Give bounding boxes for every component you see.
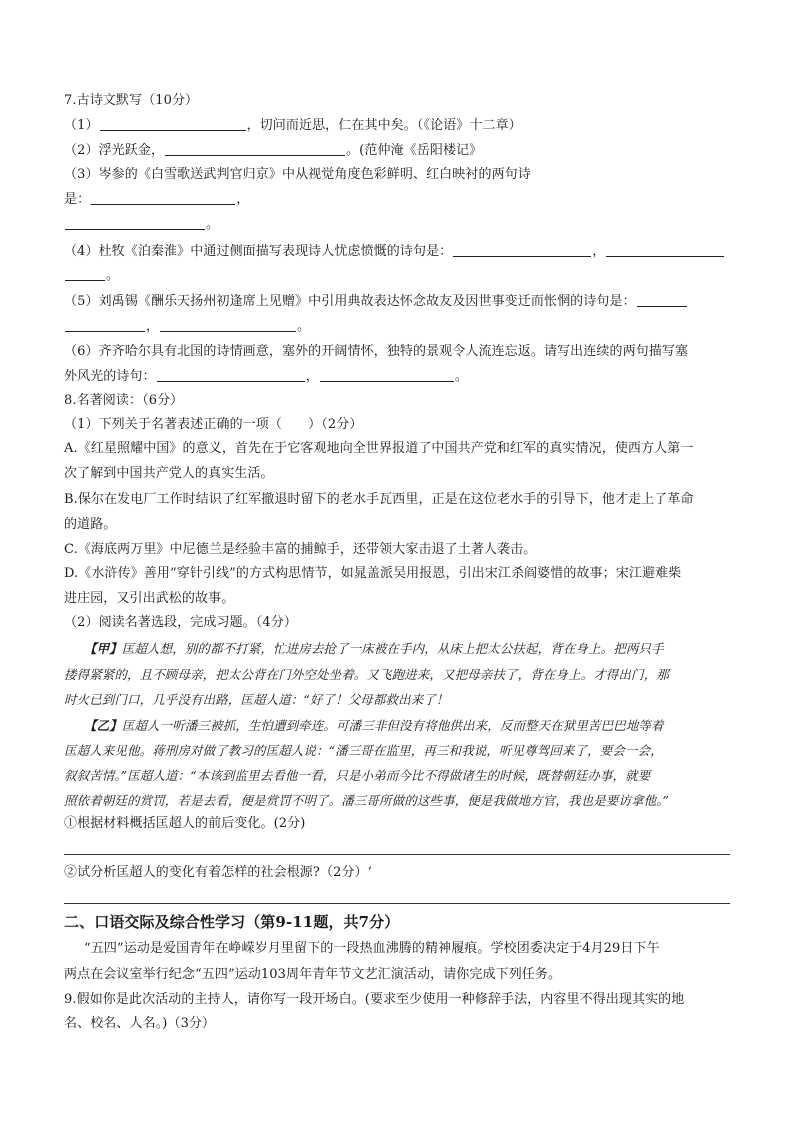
section-2-paragraph-line2: 两点在会议室举行纪念“五四”运动103周年青年节文艺汇演活动，请你完成下列任务。 (64, 967, 562, 982)
q8-question-1: ①根据材料概括匡超人的前后变化。(2分) (64, 816, 306, 831)
option-b-line1: B.保尔在发电厂工作时结识了红军撤退时留下的老水手瓦西里，正是在这位老水手的引导下，他才走上了革命 (64, 492, 694, 507)
answer-blank[interactable] (160, 318, 296, 332)
q7-item-3-line2: 是： ， (64, 192, 250, 207)
answer-blank[interactable] (606, 243, 724, 257)
answer-blank[interactable] (320, 368, 454, 382)
option-d-line2: 进庄园，又引出武松的故事。 (64, 591, 235, 606)
excerpt-yi-line2: 匡超人来见他。蒋刑房对做了教习的匡超人说：“潘三哥在监里，再三和我说，听见尊驾回来了，要会一会， (64, 743, 663, 758)
answer-blank[interactable] (157, 368, 305, 382)
excerpt-yi-line1: 【乙】匡超人一听潘三被抓，生怕遭到牵连。可潘三非但没有将他供出来，反而整天在狱里苦巴巴地等着 (84, 718, 664, 733)
answer-blank[interactable] (100, 117, 246, 131)
answer-line[interactable] (64, 854, 730, 855)
excerpt-yi-line4: 照依着朝廷的赏罚，若是去看，便是赏罚不明了。潘三哥所做的这些事，便是我做地方官，我也是要访拿他。” (64, 793, 670, 808)
q7-item-4-line1: （4）杜牧《泊秦淮》中通过侧面描写表现诗人忧虑愤慨的诗句是： ， (64, 243, 725, 261)
answer-blank[interactable] (637, 293, 687, 307)
option-c-line1: C.《海底两万里》中尼德兰是经验丰富的捕鲸手，还带领大家击退了土著人袭击。 (64, 542, 537, 557)
q7-title: 7.古诗文默写（10分） (64, 93, 199, 108)
q9-line2: 名、校名、人名。)（3分） (64, 1016, 216, 1031)
q7-item-2: （2）浮光跃金， 。(范仲淹《岳阳楼记》 (64, 143, 483, 158)
q7-item-3-line1: （3）岑参的《白雪歌送武判官归京》中从视觉角度色彩鲜明、红白映衬的两句诗 (64, 167, 531, 182)
option-b-line2: 的道路。 (64, 517, 117, 532)
section-2-title: 二、口语交际及综合性学习（第9-11题，共7分） (64, 913, 400, 931)
section-2-paragraph-line1: “五四”运动是爱国青年在峥嵘岁月里留下的一段热血沸腾的精神履痕。学校团委决定于4月29日下午 (84, 941, 660, 956)
answer-blank[interactable] (65, 216, 205, 230)
answer-blank[interactable] (165, 142, 345, 156)
option-a-line2: 次了解到中国共产党人的真实生活。 (64, 466, 274, 481)
q9-line1: 9.假如你是此次活动的主持人，请你写一段开场白。(要求至少使用一种修辞手法，内容里不得出现其实的地 (64, 992, 685, 1007)
q7-item-4-line2: 。 (64, 267, 119, 285)
excerpt-jia-line2: 搂得紧紧的，且不顾母亲，把太公背在门外空处坐着。又飞跑进来，又把母亲扶了，背在身上。才得出门，那 (64, 667, 669, 682)
q7-item-5-line2: ， 。 (64, 318, 310, 336)
q7-item-3-line3: 。 (64, 216, 219, 234)
q8-sub-2: （2）阅读名著选段，完成习题。（4分） (64, 615, 297, 630)
q7-item-6-line1: （6）齐齐哈尔具有北国的诗情画意，塞外的开阔情怀，独特的景观令人流连忘返。请写出连续的两句描写塞 (64, 344, 689, 359)
option-a-line1: A.《红星照耀中国》的意义，首先在于它客观地向全世界报道了中国共产党和红军的真实情况，使西方人第一 (64, 441, 694, 456)
excerpt-jia-line3: 时火已到门口，几乎没有出路，匡超人道：“好了！父母都救出来了！ (64, 692, 449, 707)
q7-item-6-line2: 外风光的诗句： ， 。 (64, 369, 468, 384)
answer-blank[interactable] (91, 191, 235, 205)
excerpt-yi-line3: 叙叙苦情。”匡超人道：“本该到监里去看他一看，只是小弟而今比不得做诸生的时候，既替朝廷办事，就要 (64, 768, 651, 783)
answer-blank[interactable] (453, 243, 591, 257)
excerpt-jia-line1: 【甲】匡超人想，别的都不打紧，忙进房去抢了一床被在手内，从床上把太公扶起，背在身上。把两只手 (84, 641, 664, 656)
option-d-line1: D.《水浒传》善用“穿针引线”的方式构思情节，如晁盖派吴用报恩，引出宋江杀阎婆惜的故事；宋江避难柴 (64, 566, 682, 581)
answer-line[interactable] (64, 903, 730, 904)
answer-blank[interactable] (65, 318, 145, 332)
q8-title: 8.名著阅读：（6分） (64, 393, 184, 408)
q8-sub-1: （1）下列关于名著表述正确的一项（ ）（2分） (64, 417, 363, 432)
q7-item-5-line1: （5）刘禹锡《酬乐天扬州初逢席上见赠》中引用典故表达怀念故友及因世事变迁而怅惘的诗句是： (64, 293, 688, 311)
q8-question-2: ②试分析匡超人的变化有着怎样的社会根源?（2分）‘ (64, 865, 372, 880)
answer-blank[interactable] (65, 267, 105, 281)
q7-item-1: （1） ，切问而近思，仁在其中矣。（《论语》十二章） (64, 118, 522, 133)
